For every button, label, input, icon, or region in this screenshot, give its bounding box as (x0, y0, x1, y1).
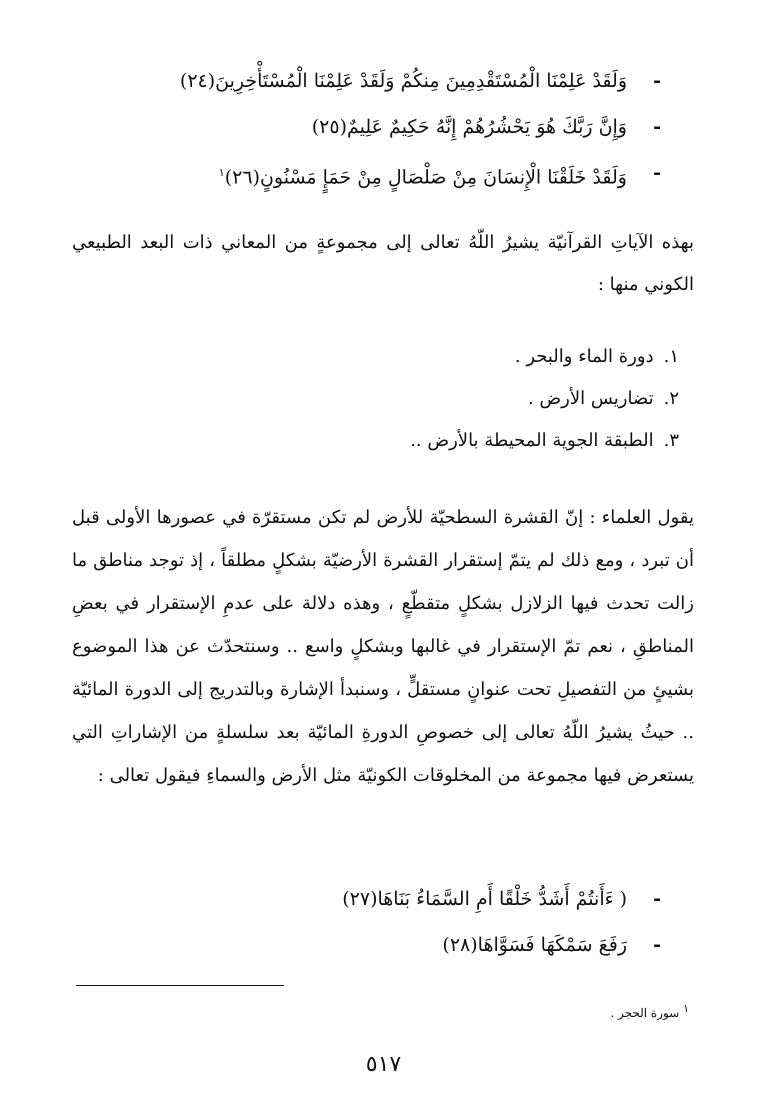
numbered-list (410, 336, 679, 462)
paragraph-body: يقول العلماء : إنّ القشرة السطحيّة للأرض لم تكن مستقرّة في عصورها الأولى قبل أن تبرد ، ومع ذلك لم يتمّ إستقرار القشرة الأرضيّة بشكلٍ مطلقاً ، إذ توجد مناطق ما زالت تحدث فيها الزلازل بشكلٍ متقطّعٍ ، وهذه دلالة على عدمِ الإستقرار في بعضِ المناطقِ ، نعم تمّ الإستقرار في غالبها وبشكلٍ واسع .. وسنتحدّث عن هذا الموضوع بشيئٍ من التفصيلِ تحت عنوانٍ مستقلٍّ ، وسنبدأ الإشارة وبالتدريج إلى الدورة المائيّة .. حيثُ يشيرُ اللّهُ تعالى إلى خصوصِ الدورةِ المائيّة بعد سلسلةٍ من الإشاراتِ التي يستعرض فيها مجموعة من المخلوقات الكونيّة مثل الأرض والسماءِ فيقول تعالى : (72, 507, 695, 786)
list-item (410, 420, 679, 462)
bullet-dash: - (653, 162, 661, 184)
verse-list-top (179, 58, 661, 196)
list-item-text: تضاريس الأرض . (527, 388, 654, 409)
list-item-text: دورة الماء والبحر . (514, 346, 654, 367)
bullet-dash: - (653, 70, 661, 92)
footnote-number: ١ (683, 1002, 689, 1015)
list-number: ٢. (663, 388, 679, 409)
page-number: ٥١٧ (365, 1052, 402, 1077)
footnote-text: سورة الحجر . (610, 1006, 680, 1020)
paragraph-intro: بهذه الآياتِ القرآنيّة يشيرُ اللّهُ تعالى إلى مجموعةٍ من المعاني ذات البعد الطبيعي الكوني منها : (72, 232, 694, 295)
footnote-reference: ١ (218, 166, 225, 179)
verse-line (180, 104, 661, 150)
list-number: ٣. (663, 430, 679, 451)
bullet-dash: - (653, 934, 661, 956)
verse-text: وَلَقَدْ عَلِمْنَا الْمُسْتَقْدِمِينَ مِنكُمْ وَلَقَدْ عَلِمْنَا الْمُسْتَأْخِرِينَ(٢٤) (179, 70, 627, 92)
bullet-dash: - (653, 888, 661, 910)
list-item (410, 336, 679, 378)
verse-text: وَلَقَدْ خَلَقْنَا الْإِنسَانَ مِنْ صَلْصَالٍ مِنْ حَمَإٍ مَسْنُونٍ(٢٦) (224, 166, 627, 189)
bullet-dash: - (653, 116, 661, 138)
verse-line (180, 150, 661, 196)
verse-text: رَفَعَ سَمْكَهَا فَسَوَّاهَا(٢٨) (442, 934, 627, 956)
list-item (410, 378, 679, 420)
list-item-text: الطبقة الجوية المحيطة بالأرض .. (410, 430, 654, 451)
verse-line (342, 876, 661, 922)
verse-text: وَإِنَّ رَبَّكَ هُوَ يَحْشُرُهُمْ إِنَّهُ حَكِيمٌ عَلِيمٌ(٢٥) (311, 116, 627, 138)
footnote (610, 1000, 689, 1022)
verse-text: ( ءَأَنتُمْ أَشَدُّ خَلْقًا أَمِ السَّمَاءُ بَنَاهَا(٢٧) (342, 888, 627, 910)
verse-line (342, 922, 661, 968)
footnote-divider (76, 985, 284, 986)
list-number: ١. (663, 346, 679, 367)
verse-line (179, 58, 661, 104)
verse-list-bottom (342, 876, 661, 968)
